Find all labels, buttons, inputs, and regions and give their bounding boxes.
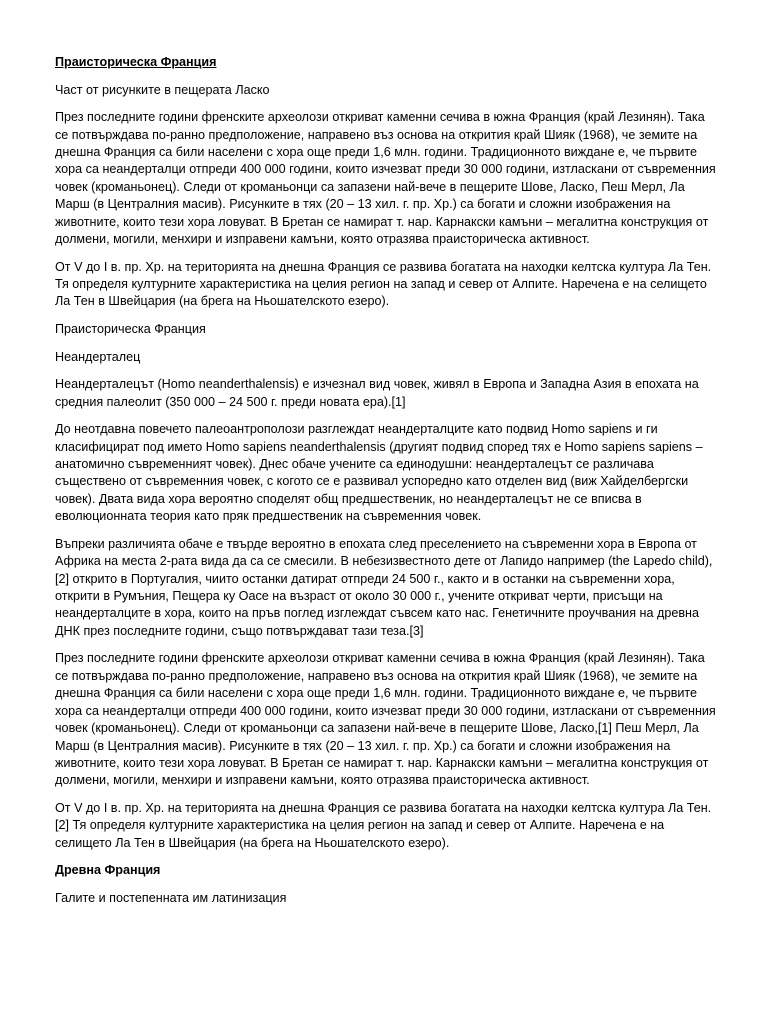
document-title: Праисторическа Франция xyxy=(55,55,217,69)
section-heading-gauls: Галите и постепенната им латинизация xyxy=(55,890,287,905)
paragraph-interbreeding: Въпреки различията обаче е твърде вероятно в епохата след преселението на съвременни хора в Европа от Африка на места 2-рата вида да са се смесили. В небезизвестното дете от Лапидо например (the Lapedo child),[2] открито в Португалия, чиито останки датират отпреди 24 500 г., както и в останки на съвременни хора, открити в Румъния, Пещера ку Оасе на възраст от около 30 000 г., учените откриват черти, присъщи на неандерталците в хора, които на пръв поглед изглеждат съвсем като нас. Генетичните проучвания на древна ДНК през последните години, също потвърждават тази теза.[3] xyxy=(55,536,713,638)
paragraph-prehistory: През последните години френските археолози откриват каменни сечива в южна Франция (край Лезинян). Така се потвърждава по-ранно предположение, направено въз основа на открития край Шияк (1968), че земите на днешна Франция са били населени с хора още преди 1,6 млн. години. Традиционното виждане е, че първите хора са неандерталци отпреди 400 000 години, които изчезват преди 30 000 години, изтласкани от съвременния човек (кроманьонец). Следи от кроманьонци са запазени най-вече в пещерите Шове, Ласко, Пеш Мерл, Ла Марш (в Централния масив). Рисунките в тях (20 – 13 хил. г. пр. Хр.) са богати и сложни изображения на животните, които тези хора ловуват. В Бретан се намират т. нар. Карнакски камъни – мегалитна конструкция от долмени, могили, менхири и изправени камъни, която отразява праисторическа активност. xyxy=(55,110,716,247)
image-caption: Част от рисунките в пещерата Ласко xyxy=(55,82,270,97)
section-heading-neanderthal: Неандерталец xyxy=(55,349,141,364)
document-page xyxy=(55,54,717,918)
section-heading-prehistoric-france: Праисторическа Франция xyxy=(55,322,206,337)
section-heading-ancient-france: Древна Франция xyxy=(55,863,161,878)
paragraph-prehistory-repeat: През последните години френските археолози откриват каменни сечива в южна Франция (край Лезинян). Така се потвърждава по-ранно предположение, направено въз основа на открития край Шияк (1968), че земите на днешна Франция са били населени с хора още преди 1,6 млн. години. Традиционното виждане е, че първите хора са неандерталци отпреди 400 000 години, които изчезват преди 30 000 години, изтласкани от съвременния човек (кроманьонец). Следи от кроманьонци са запазени най-вече в пещерите Шове, Ласко,[1] Пеш Мерл, Ла Марш (в Централния масив). Рисунките в тях (20 – 13 хил. г. пр. Хр.) са богати и сложни изображения на животните, които тези хора ловуват. В Бретан се намират т. нар. Карнакски камъни – мегалитна конструкция от долмени, могили, менхири и изправени камъни, която отразява праисторическа активност. xyxy=(55,651,716,788)
paragraph-la-tene: От V до I в. пр. Хр. на територията на днешна Франция се развива богатата на находки келтска култура Ла Тен. Тя определя културните характеристика на целия регион на запад и север от Алпите. Наречена е на селището Ла Тен в Швейцария (на брега на Ньошателското езеро). xyxy=(55,259,712,309)
paragraph-neanderthal-definition: Неандерталецът (Homo neanderthalensis) е изчезнал вид човек, живял в Европа и Западна Азия в епохата на средния палеолит (350 000 – 24 500 г. преди новата ера).[1] xyxy=(55,377,699,409)
paragraph-neanderthal-classification: До неотдавна повечето палеоантрополози разглеждат неандерталците като подвид Homo sapiens и ги класифицират под името Homo sapiens neanderthalensis (другият подвид според тях е Homo sapiens sapiens – анатомично съвременният човек). Днес обаче учените са единодушни: неандерталецът се различава съществено от съвременния човек, с когото се е развивал успоредно като отделен вид (виж Хайделбергски човек). Двата вида хора вероятно споделят общ предшественик, но неандерталецът не се вписва в еволюционната теория като пряк предшественик на съвременния човек. xyxy=(55,422,703,524)
paragraph-la-tene-repeat: От V до I в. пр. Хр. на територията на днешна Франция се развива богатата на находки келтска култура Ла Тен.[2] Тя определя културните характеристика на целия регион на запад и север от Алпите. Наречена е на селището Ла Тен в Швейцария (на брега на Ньошателското езеро). xyxy=(55,800,712,850)
